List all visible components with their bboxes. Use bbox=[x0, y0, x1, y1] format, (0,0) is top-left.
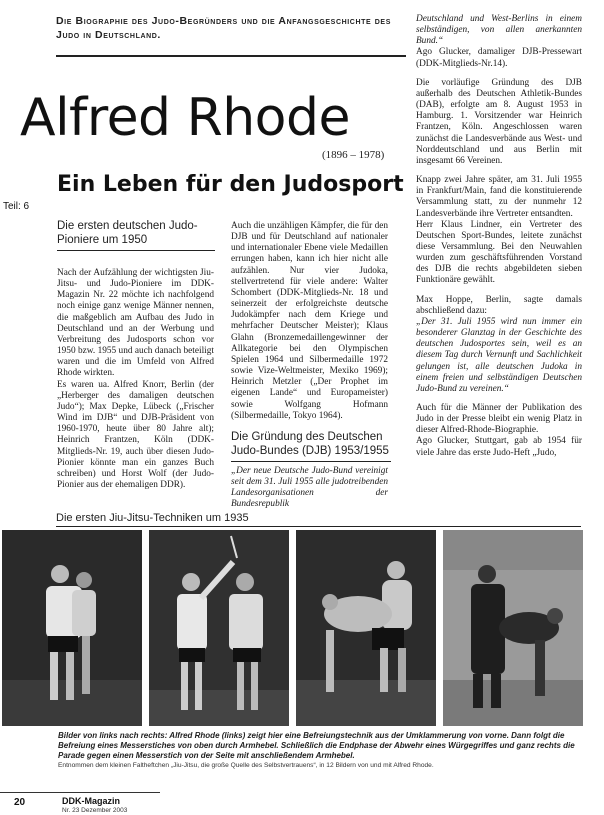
photo-source-note: Entnommen dem kleinen Faltheftchen „Jiu-Jitsu, die große Quelle des Selbstvertrauens“, in 12 Bildern von und mit Alfred Rhode. bbox=[58, 762, 434, 769]
paragraph: Auch die unzähligen Kämpfer, die für den DJB und für Deutschland auf nationaler und internationaler Ebene viele Medaillen errungen haben, kann ich hier nicht alle aufzählen. Nur vier Judoka, stellvertretend für viele andere: Walter Schombert (DDK-Mitglieds-Nr. 18 und seinerzeit der erfolgreichste deutsche Judokämpfer nach dem Kriege und mehrfacher Deutscher Meister); Klaus Glahn (Bronzemedaillengewinner der Allkategorie bei den Olympischen Spielen 1964 und Silbermedaille 1972 sowie Vize-Weltmeister, Mexiko 1969); Heinrich Metzler („Der Prophet im eigenen Lande“ und Europameister) sowie Wolfgang Hofmann (Silbermedaille, Tokyo 1964). bbox=[231, 221, 388, 421]
photo-strip-rule bbox=[56, 526, 581, 527]
page-number: 20 bbox=[14, 797, 26, 808]
quote-attribution: Ago Glucker, damaliger DJB-Pressewart (DDK-Mitglieds-Nr.14). bbox=[416, 47, 582, 69]
paragraph: Auch für die Männer der Publikation des Judo in der Presse bleibt ein wenig Platz in dieser Alfred-Rhode-Biographie. bbox=[416, 403, 582, 436]
article-title: Alfred Rhode bbox=[20, 88, 350, 148]
paragraph: Die vorläufige Gründung des DJB außerhalb des Deutschen Athletik-Bundes (DAB), erfolgte am 8. August 1953 in Hamburg. 1. Vorsitzender war Heinrich Frantzen, Köln. Angeschlossen waren zunächst die Landesverbände aus West- und Norddeutschland und aus Berlin mit insgesamt 66 Vereinen. bbox=[416, 77, 582, 166]
column-1 bbox=[57, 268, 214, 491]
life-years: (1896 – 1978) bbox=[322, 149, 385, 161]
article-subtitle: Ein Leben für den Judosport bbox=[57, 172, 404, 197]
photo-caption: Bilder von links nach rechts: Alfred Rhode (links) zeigt hier eine Befreiungstechnik aus der Umklammerung von vorne. Dann folgt die Befreiung eines Messerstiches von oben durch Armhebel. Schließlich die Endphase der Abwehr eines Würgegriffes und ganz rechts die Parade gegen einen Messerstich von der Seite mit anschließendem Armhebel. bbox=[58, 731, 575, 760]
photo-3-choke-defense bbox=[296, 530, 436, 726]
column-2-quote bbox=[231, 466, 388, 511]
paragraph: Knapp zwei Jahre später, am 31. Juli 1955 in Frankfurt/Main, fand die konstituierende Versammlung statt, zu der nunmehr 12 Landesverbände ihre Vertreter entsandten. bbox=[416, 175, 582, 219]
kicker-rule bbox=[56, 55, 406, 57]
column-3 bbox=[416, 14, 582, 459]
series-part-label: Teil: 6 bbox=[3, 201, 30, 212]
paragraph: Nach der Aufzählung der wichtigsten Jiu-Jitsu- und Judo-Pioniere im DDK-Magazin Nr. 22 möchte ich nachfolgend noch einige ganz wenige Männer nennen, die maßgeblich am Aufbau des Judo in Deutschland und an der Werbung und Verbreitung des Judosports schon vor 1950 bzw. 1955 und auch danach beteiligt waren und die im Umfeld von Alfred Rhode wirkten. bbox=[57, 268, 214, 379]
paragraph: Herr Klaus Lindner, ein Vertreter des Deutschen Sport-Bundes, leitete zunächst diese Versammlung. Bei den Neuwahlen wurden zum geschäftsführenden Vorstand des DJB die rechts abgebildeten sieben Funktionäre gewählt. bbox=[416, 219, 582, 286]
kicker: Die Biographie des Judo-Begründers und die Anfangsgeschichte des Judo in Deutschland. bbox=[56, 15, 391, 41]
quote: „Der 31. Juli 1955 wird nun immer ein besonderer Glanztag in der Geschichte des deutschen Judosportes sein, weil es an diesem Tag durch Vernunft und Sachlichkeit gelungen ist, alle deutschen Judoka in einem freien und selbständigen Deutschen Judo-Bund zu vereinen.“ bbox=[416, 316, 582, 394]
photo-strip-title: Die ersten Jiu-Jitsu-Techniken um 1935 bbox=[56, 512, 249, 524]
paragraph: Es waren ua. Alfred Knorr, Berlin (der „Herberger des damaligen deutschen Judo“); Max Depke, Lübeck („Frischer Wind im DJB“ und DJB-Präsident von 1960-1970, heute über 80 Jahre alt); Heinrich Frantzen, Köln (DDK-Mitglieds-Nr. 19, auch über diesen Judo-Pionier könnte man ein ganzes Buch schreiben) und Horst Wolf (der Judo-Pionier aus der ehemaligen DDR). bbox=[57, 379, 214, 490]
photo-2-knife-defense bbox=[149, 530, 289, 726]
footer-rule bbox=[0, 792, 160, 793]
section-heading-pioneers: Die ersten deutschen Judo-Pioniere um 1950 bbox=[57, 219, 215, 251]
paragraph: Ago Glucker, Stuttgart, gab ab 1954 für viele Jahre das erste Judo-Heft „Judo, bbox=[416, 436, 582, 458]
quote: „Der neue Deutsche Judo-Bund vereinigt seit dem 31. Juli 1955 alle judotreibenden Landesorganisationen der Bundesrepublik bbox=[231, 466, 388, 510]
magazine-name: DDK-Magazin bbox=[62, 796, 120, 806]
paragraph: Max Hoppe, Berlin, sagte damals abschließend dazu: bbox=[416, 294, 582, 316]
photo-1-frontal-release bbox=[2, 530, 142, 726]
quote: Deutschland und West-Berlins in einem selbständigen, von allen anerkannten Bund.“ bbox=[416, 14, 582, 47]
section-heading-djb-founding: Die Gründung des Deutschen Judo-Bundes (DJB) 1953/1955 bbox=[231, 430, 391, 462]
column-2 bbox=[231, 221, 388, 422]
photo-4-side-knife-parry bbox=[443, 530, 583, 726]
magazine-issue: Nr. 23 Dezember 2003 bbox=[62, 807, 128, 814]
